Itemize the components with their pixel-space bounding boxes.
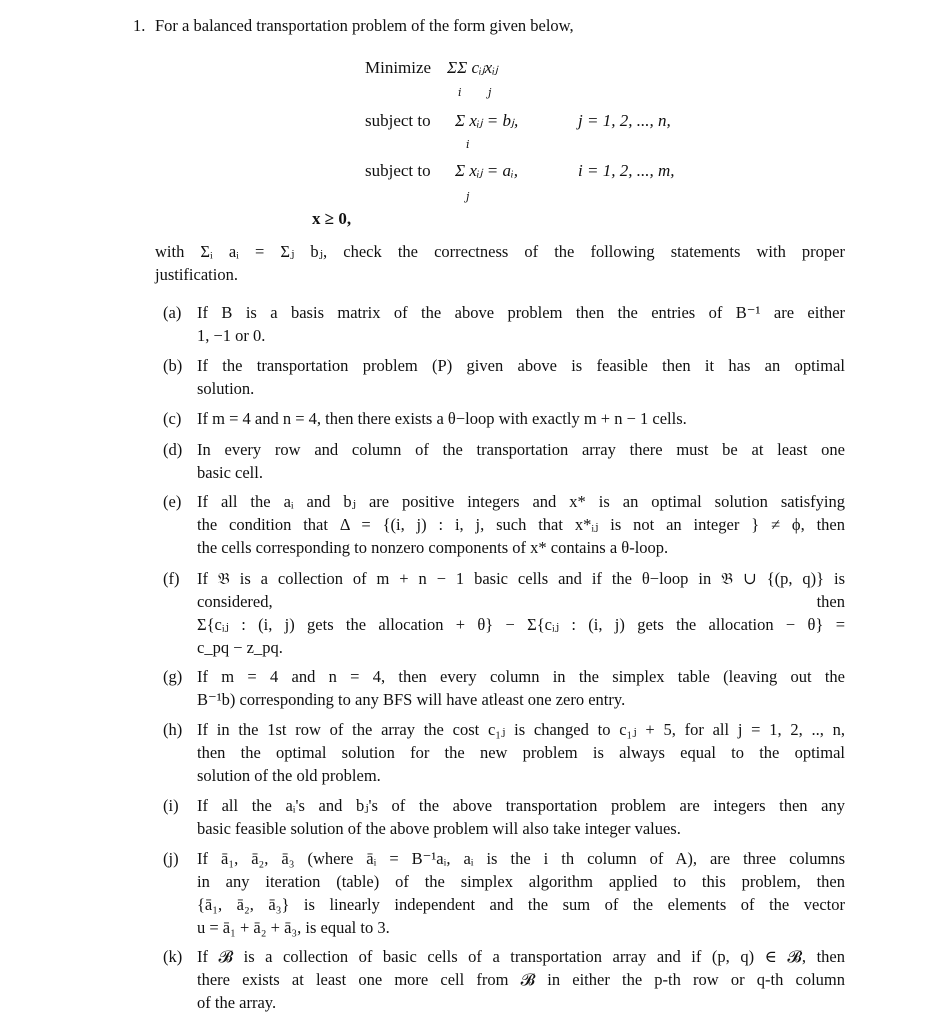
statement-line: Σ{cᵢⱼ : (i, j) gets the allocation + θ} − Σ{cᵢⱼ : (i, j) gets the allocation − θ} = — [197, 615, 845, 634]
statement-line: If all the aᵢ and bⱼ are positive integers and x* is an optimal solution satisfying — [197, 492, 845, 511]
statement-line: u = ā₁ + ā₂ + ā₃, is equal to 3. — [197, 918, 390, 937]
statement-line: If 𝓑 is a collection of basic cells of a transportation array and if (p, q) ∈ 𝓑, then — [197, 947, 845, 966]
statement-line: If all the aᵢ's and bⱼ's of the above transportation problem are integers then any — [197, 796, 845, 815]
constraint1-expression: Σ xᵢⱼ = bⱼ, — [455, 111, 519, 130]
question-number: 1. — [133, 16, 146, 35]
statement-line: If m = 4 and n = 4, then every column in the simplex table (leaving out the — [197, 667, 845, 686]
objective-expression: ΣΣ cᵢⱼxᵢⱼ — [447, 58, 498, 77]
statement-label: (f) — [163, 569, 180, 588]
statement-line: of the array. — [197, 993, 277, 1012]
statement-line: basic feasible solution of the above problem will also take integer values. — [197, 819, 681, 838]
statement-line: c_pq − z_pq. — [197, 638, 283, 657]
statement-label: (a) — [163, 303, 182, 322]
statement-label: (k) — [163, 947, 183, 966]
statement-line: in any iteration (table) of the simplex algorithm applied to this problem, then — [197, 872, 845, 891]
objective-index-i: i — [458, 86, 462, 99]
statement-line: In every row and column of the transportation array there must be at least one — [197, 440, 845, 459]
statement-label: (c) — [163, 409, 182, 428]
statement-line: 1, −1 or 0. — [197, 326, 266, 345]
statement-line: the cells corresponding to nonzero components of x* contains a θ-loop. — [197, 538, 669, 557]
statement-line: {ā₁, ā₂, ā₃} is linearly independent and the sum of the elements of the vector — [197, 895, 845, 914]
constraint1-range: j = 1, 2, ..., n, — [578, 111, 671, 130]
statement-label: (e) — [163, 492, 182, 511]
statement-label: (b) — [163, 356, 183, 375]
statement-label: (i) — [163, 796, 179, 815]
statement-line: basic cell. — [197, 463, 263, 482]
constraint1-label: subject to — [365, 111, 431, 130]
statement-line: If B is a basis matrix of the above problem then the entries of B⁻¹ are either — [197, 303, 845, 322]
statement-label: (j) — [163, 849, 179, 868]
statement-line: If 𝔅 is a collection of m + n − 1 basic cells and if the θ−loop in 𝔅 ∪ {(p, q)} is — [197, 569, 845, 588]
statement-line: considered, then — [197, 592, 845, 611]
statement-label: (g) — [163, 667, 183, 686]
constraint2-label: subject to — [365, 161, 431, 180]
constraint2-index: j — [466, 190, 470, 203]
statement-label: (h) — [163, 720, 183, 739]
constraint2-range: i = 1, 2, ..., m, — [578, 161, 675, 180]
statement-line: there exists at least one more cell from 𝓑 in either the p-th row or q-th column — [197, 970, 845, 989]
statement-line: If ā₁, ā₂, ā₃ (where āᵢ = B⁻¹aᵢ, aᵢ is the i th column of A), are three columns — [197, 849, 845, 868]
statement-line: then the optimal solution for the new problem is always equal to the optimal — [197, 743, 845, 762]
statement-label: (d) — [163, 440, 183, 459]
constraint1-index: i — [466, 138, 470, 151]
statement-line: If in the 1st row of the array the cost c₁ⱼ is changed to c₁ⱼ + 5, for all j = 1, 2, .., n, — [197, 720, 845, 739]
statement-line: solution of the old problem. — [197, 766, 381, 785]
statement-line: solution. — [197, 379, 255, 398]
objective-label: Minimize — [365, 58, 432, 77]
statement-line: the condition that Δ = {(i, j) : i, j, such that x*ᵢⱼ is not an integer } ≠ ϕ, then — [197, 515, 845, 534]
statement-line: If m = 4 and n = 4, then there exists a θ−loop with exactly m + n − 1 cells. — [197, 409, 687, 428]
with-line-2: justification. — [155, 265, 238, 284]
question-intro: For a balanced transportation problem of the form given below, — [155, 16, 574, 35]
statement-line: If the transportation problem (P) given above is feasible then it has an optimal — [197, 356, 845, 375]
nonnegativity-constraint: x ≥ 0, — [312, 209, 352, 228]
with-line-1: with Σᵢ aᵢ = Σⱼ bⱼ, check the correctness of the following statements with proper — [155, 242, 845, 261]
objective-index-j: j — [488, 86, 492, 99]
constraint2-expression: Σ xᵢⱼ = aᵢ, — [455, 161, 518, 180]
statement-line: B⁻¹b) corresponding to any BFS will have atleast one zero entry. — [197, 690, 626, 709]
